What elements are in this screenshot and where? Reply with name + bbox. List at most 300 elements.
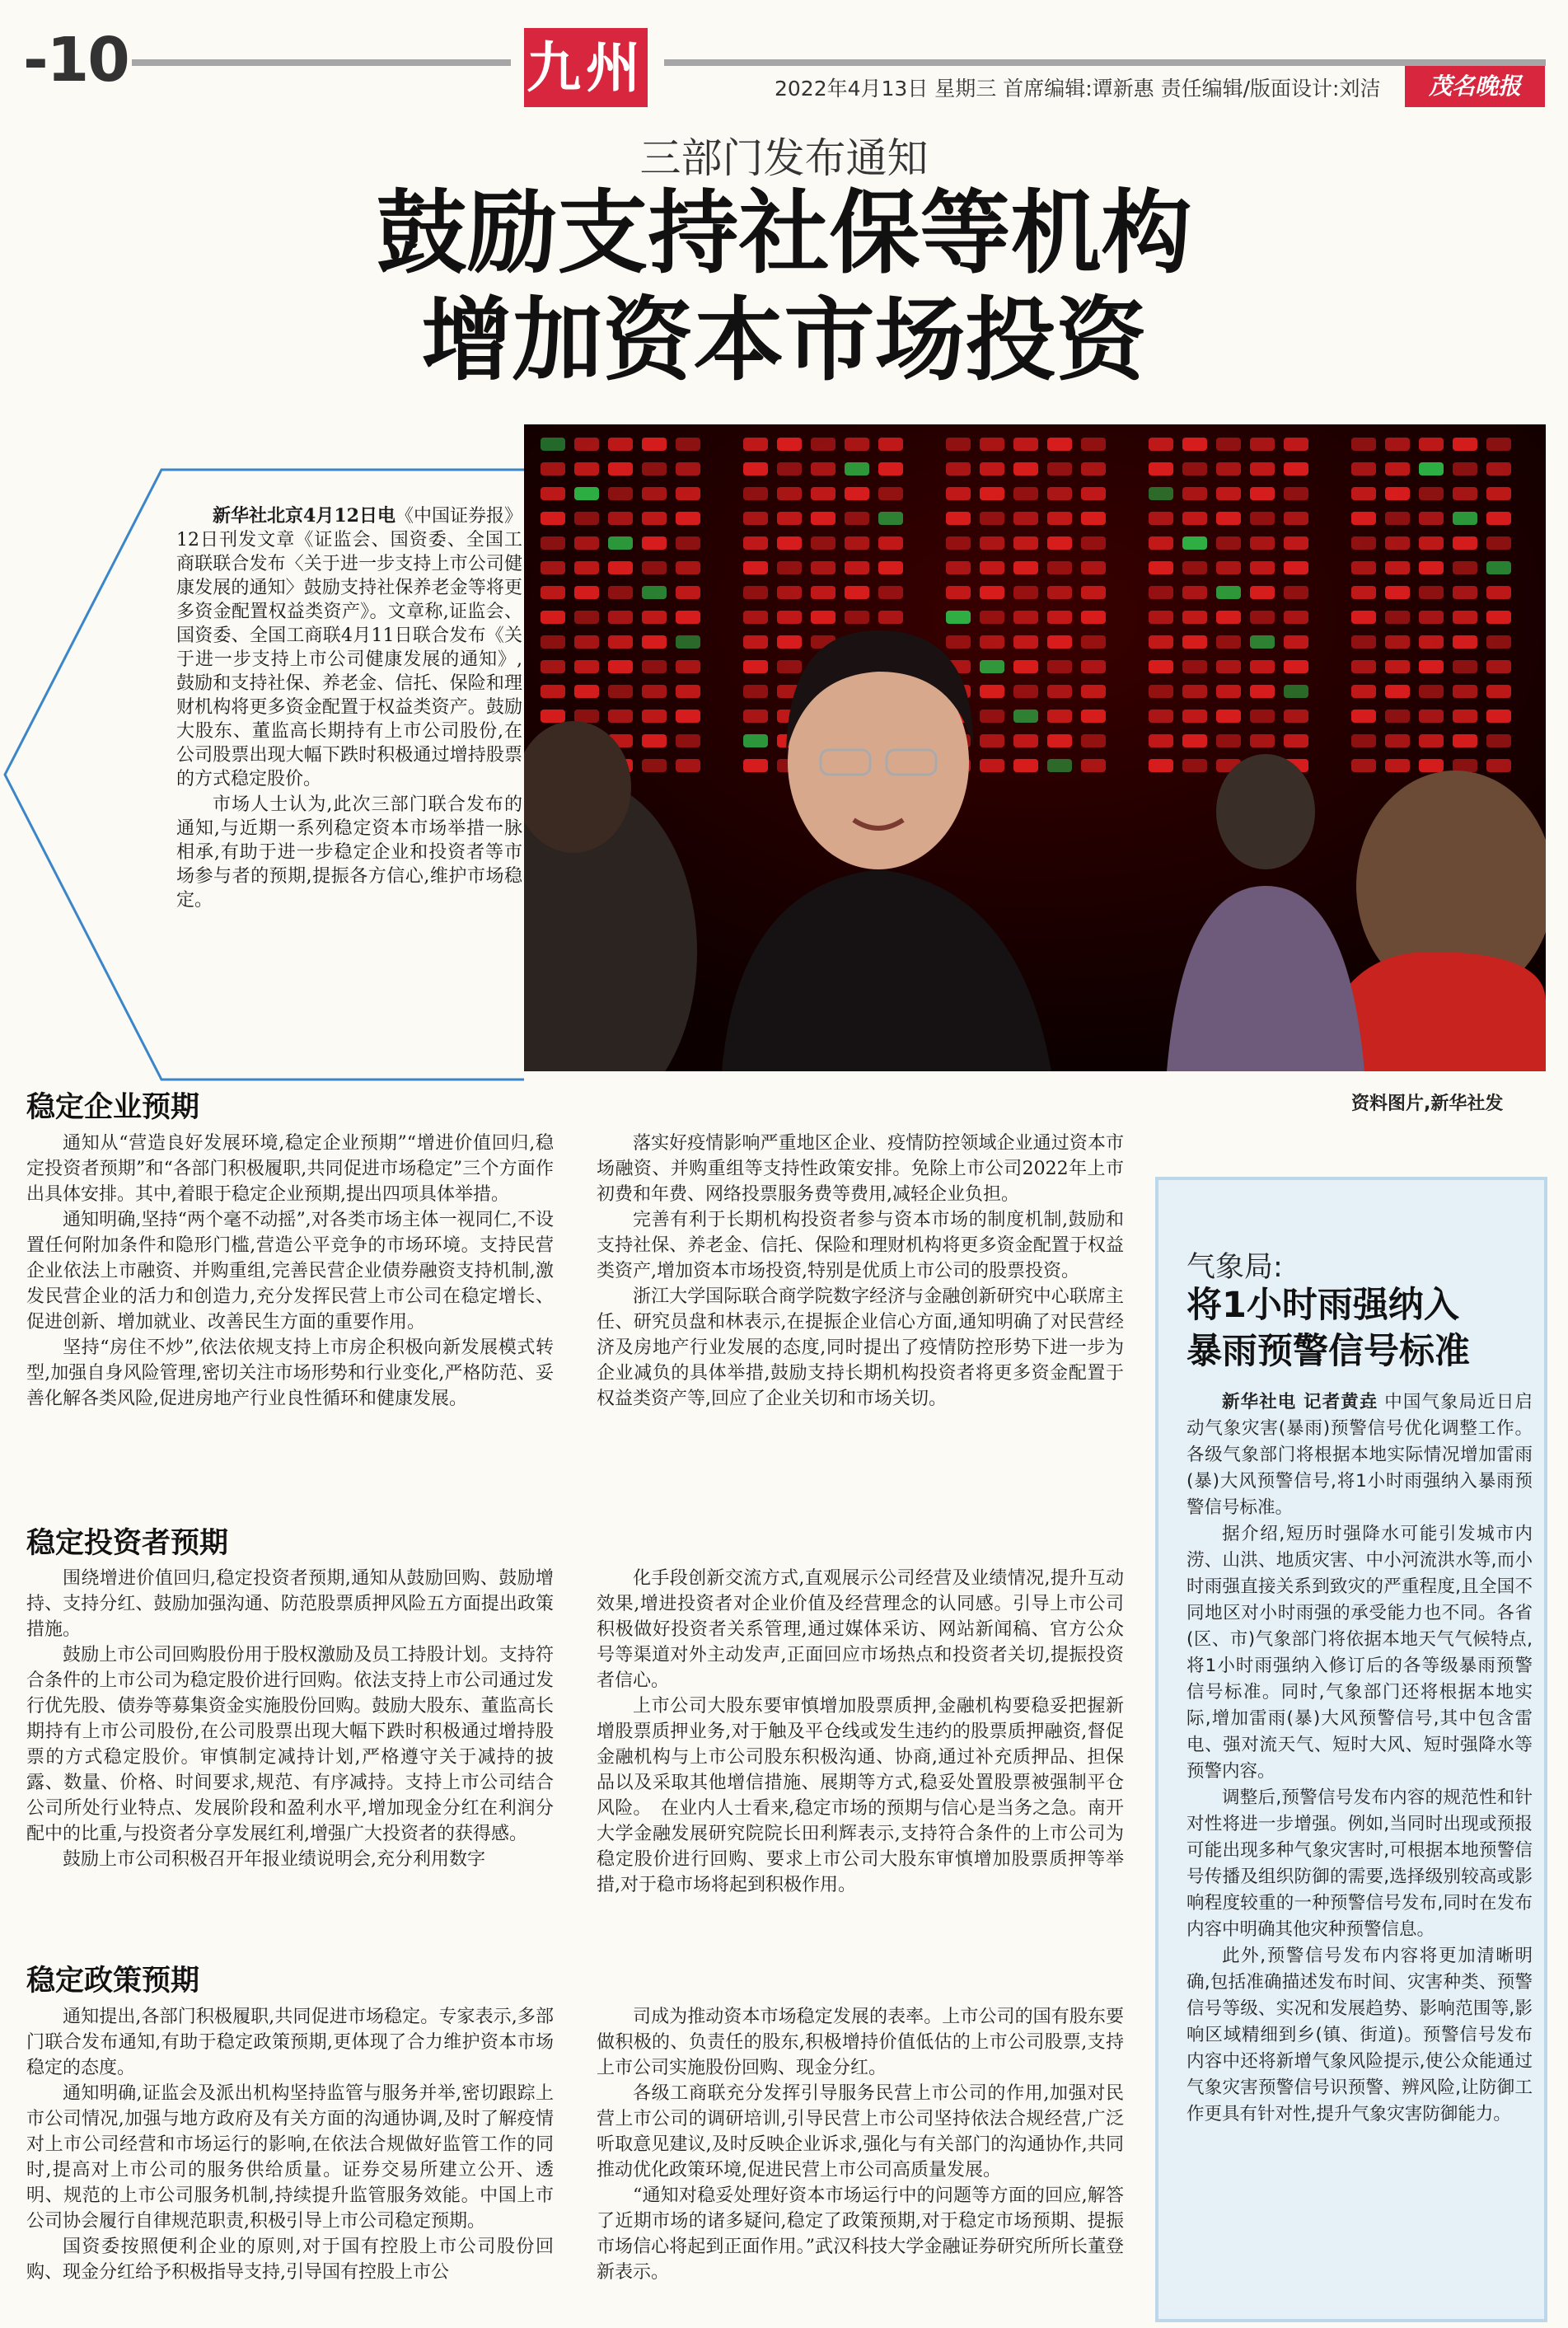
ticker-led bbox=[1047, 462, 1072, 475]
ticker-led bbox=[1419, 660, 1444, 673]
ticker-led bbox=[1149, 635, 1173, 649]
ticker-led bbox=[676, 487, 700, 500]
ticker-led bbox=[1216, 611, 1241, 624]
ticker-led bbox=[541, 487, 565, 500]
ticker-led bbox=[1419, 462, 1444, 475]
ticker-led bbox=[1216, 462, 1241, 475]
ticker-led bbox=[1013, 635, 1038, 649]
ticker-led bbox=[1385, 586, 1410, 599]
ticker-led bbox=[1013, 611, 1038, 624]
ticker-led bbox=[1081, 512, 1106, 525]
ticker-led bbox=[1419, 561, 1444, 574]
ticker-led bbox=[1149, 759, 1173, 772]
ticker-led bbox=[642, 561, 667, 574]
paragraph: 完善有利于长期机构投资者参与资本市场的制度机制,鼓励和支持社保、养老金、信托、保险和理财机构将更多资金配置于权益类资产,增加资本市场投资,特别是优质上市公司的股票投资。 bbox=[597, 1210, 1124, 1281]
ticker-led bbox=[1182, 734, 1207, 747]
ticker-led bbox=[676, 734, 700, 747]
ticker-led bbox=[1047, 660, 1072, 673]
ticker-led bbox=[1182, 611, 1207, 624]
ticker-led bbox=[980, 438, 1004, 451]
ticker-led bbox=[1385, 734, 1410, 747]
ticker-led bbox=[676, 611, 700, 624]
ticker-led bbox=[642, 586, 667, 599]
ticker-led bbox=[1419, 685, 1444, 698]
masthead-rule-left bbox=[132, 59, 511, 66]
ticker-led bbox=[1182, 462, 1207, 475]
ticker-led bbox=[676, 759, 700, 772]
paragraph: 通知提出,各部门积极履职,共同促进市场稳定。专家表示,多部门联合发布通知,有助于稳定政策预期,更体现了合力维护资本市场稳定的态度。 bbox=[26, 2007, 554, 2078]
ticker-led bbox=[777, 635, 802, 649]
ticker-led bbox=[1081, 536, 1106, 550]
ticker-led bbox=[1250, 635, 1275, 649]
ticker-led bbox=[1351, 438, 1376, 451]
ticker-led bbox=[946, 611, 971, 624]
paragraph: 坚持“房住不炒”,依法依规支持上市房企积极向新发展模式转型,加强自身风险管理,密切关注市场形势和行业变化,严格防范、妥善化解各类风险,促进房地产行业良性循环和健康发展。 bbox=[26, 1337, 554, 1409]
ticker-led bbox=[1013, 438, 1038, 451]
section-title-investor: 稳定投资者预期 bbox=[26, 1527, 229, 1560]
ticker-led bbox=[1385, 710, 1410, 723]
ticker-led bbox=[1182, 759, 1207, 772]
ticker-led bbox=[1047, 685, 1072, 698]
ticker-led bbox=[642, 635, 667, 649]
ticker-led bbox=[980, 734, 1004, 747]
ticker-led bbox=[1453, 536, 1477, 550]
headline bbox=[0, 180, 1568, 394]
ticker-led bbox=[1013, 462, 1038, 475]
ticker-led bbox=[1081, 611, 1106, 624]
ticker-led bbox=[1453, 561, 1477, 574]
ticker-led bbox=[1284, 438, 1308, 451]
ticker-led bbox=[1149, 586, 1173, 599]
ticker-led bbox=[541, 561, 565, 574]
ticker-led bbox=[574, 635, 599, 649]
ticker-led bbox=[1149, 512, 1173, 525]
ticker-led bbox=[980, 561, 1004, 574]
paragraph: 通知明确,坚持“两个毫不动摇”,对各类市场主体一视同仁,不设置任何附加条件和隐形门槛,营造公平竞争的市场环境。支持民营企业依法上市融资、并购重组,完善民营企业债券融资支持机制,激发民营企业的活力和创造力,充分发挥民营上市公司在稳定增长、促进创新、增加就业、改善民生方面的重要作用。 bbox=[26, 1210, 554, 1333]
ticker-led bbox=[1081, 734, 1106, 747]
ticker-led bbox=[642, 536, 667, 550]
ticker-led bbox=[1047, 536, 1072, 550]
ticker-led bbox=[608, 561, 633, 574]
ticker-led bbox=[1486, 536, 1511, 550]
ticker-led bbox=[1284, 487, 1308, 500]
section-2-right-column bbox=[597, 1566, 1124, 1898]
ticker-led bbox=[878, 512, 903, 525]
issue-info: 2022年4月13日 星期三 首席编辑:谭新惠 责任编辑/版面设计:刘洁 bbox=[775, 77, 1381, 101]
ticker-led bbox=[1453, 635, 1477, 649]
ticker-led bbox=[1486, 561, 1511, 574]
ticker-led bbox=[676, 561, 700, 574]
ticker-led bbox=[1047, 635, 1072, 649]
ticker-led bbox=[1047, 759, 1072, 772]
ticker-led bbox=[608, 660, 633, 673]
ticker-led bbox=[1250, 611, 1275, 624]
ticker-led bbox=[1385, 561, 1410, 574]
ticker-led bbox=[574, 685, 599, 698]
ticker-led bbox=[1453, 710, 1477, 723]
ticker-led bbox=[1081, 710, 1106, 723]
headline-kicker: 三部门发布通知 bbox=[639, 134, 929, 182]
ticker-led bbox=[1453, 660, 1477, 673]
ticker-led bbox=[642, 685, 667, 698]
ticker-led bbox=[608, 586, 633, 599]
ticker-led bbox=[574, 462, 599, 475]
ticker-led bbox=[541, 536, 565, 550]
ticker-led bbox=[1351, 611, 1376, 624]
paragraph: 鼓励上市公司积极召开年报业绩说明会,充分利用数字 bbox=[63, 1849, 485, 1870]
ticker-led bbox=[1216, 710, 1241, 723]
ticker-led bbox=[1250, 462, 1275, 475]
ticker-led bbox=[1250, 438, 1275, 451]
ticker-led bbox=[878, 561, 903, 574]
ticker-led bbox=[1182, 586, 1207, 599]
ticker-led bbox=[541, 635, 565, 649]
sidebar-title-line-1: 将1小时雨强纳入 bbox=[1187, 1285, 1459, 1326]
ticker-led bbox=[642, 660, 667, 673]
ticker-led bbox=[743, 759, 768, 772]
ticker-led bbox=[1216, 512, 1241, 525]
ticker-led bbox=[1047, 710, 1072, 723]
sidebar-byline: 新华社电 记者黄垚 bbox=[1222, 1392, 1378, 1412]
ticker-led bbox=[743, 685, 768, 698]
lede-text bbox=[176, 504, 522, 914]
paragraph: 上市公司大股东要审慎增加股票质押,金融机构要稳妥把握新增股票质押业务,对于触及平仓线或发生违约的股票质押融资,督促金融机构与上市公司股东积极沟通、协商,通过补充质押品、担保品以及采取其他增信措施、展期等方式,稳妥处置股票被强制平仓风险。 在业内人士看来,稳定市场的预期与信心是当务之急。南开大学金融发展研究院院长田利辉表示,支持符合条件的上市公司为稳定股价进行回购、要求上市公司大股东审慎增加股票质押等举措,对于稳市场将起到积极作用。 bbox=[597, 1696, 1124, 1895]
ticker-led bbox=[1284, 512, 1308, 525]
ticker-led bbox=[743, 462, 768, 475]
sidebar-paragraph: 据介绍,短历时强降水可能引发城市内涝、山洪、地质灾害、中小河流洪水等,而小时雨强直接关系到致灾的严重程度,且全国不同地区对小时雨强的承受能力也不同。各省(区、市)气象部门将依据本地天气气候特点,将1小时雨强纳入修订后的各等级暴雨预警信号标准。同时,气象部门还将根据本地实际,增加雷雨(暴)大风预警信号,其中包含雷电、强对流天气、短时大风、短时强降水等预警内容。 bbox=[1187, 1524, 1533, 1782]
ticker-led bbox=[878, 536, 903, 550]
ticker-led bbox=[608, 685, 633, 698]
ticker-led bbox=[1453, 759, 1477, 772]
ticker-led bbox=[743, 561, 768, 574]
ticker-led bbox=[1351, 462, 1376, 475]
ticker-led bbox=[1047, 586, 1072, 599]
ticker-led bbox=[980, 487, 1004, 500]
ticker-led bbox=[676, 685, 700, 698]
ticker-led bbox=[1351, 487, 1376, 500]
ticker-led bbox=[1149, 611, 1173, 624]
ticker-led bbox=[574, 660, 599, 673]
ticker-led bbox=[1419, 487, 1444, 500]
ticker-led bbox=[608, 635, 633, 649]
ticker-led bbox=[1351, 734, 1376, 747]
ticker-led bbox=[1182, 512, 1207, 525]
ticker-led bbox=[1013, 710, 1038, 723]
ticker-led bbox=[1149, 487, 1173, 500]
ticker-led bbox=[541, 710, 565, 723]
ticker-led bbox=[980, 536, 1004, 550]
ticker-led bbox=[743, 512, 768, 525]
ticker-led bbox=[541, 512, 565, 525]
ticker-led bbox=[1486, 710, 1511, 723]
ticker-led bbox=[980, 512, 1004, 525]
ticker-led bbox=[1081, 660, 1106, 673]
ticker-led bbox=[1182, 685, 1207, 698]
ticker-led bbox=[845, 462, 869, 475]
ticker-led bbox=[777, 512, 802, 525]
ticker-led bbox=[1081, 438, 1106, 451]
ticker-led bbox=[1182, 561, 1207, 574]
sidebar-paragraph: 新华社电 记者黄垚 中国气象局近日启动气象灾害(暴雨)预警信号优化调整工作。各级气象部门将根据本地实际情况增加雷雨(暴)大风预警信号,将1小时雨强纳入暴雨预警信号标准。 bbox=[1187, 1392, 1533, 1518]
ticker-led bbox=[1486, 685, 1511, 698]
ticker-led bbox=[1419, 512, 1444, 525]
ticker-led bbox=[1284, 611, 1308, 624]
ticker-led bbox=[777, 536, 802, 550]
ticker-led bbox=[642, 487, 667, 500]
ticker-led bbox=[1250, 561, 1275, 574]
ticker-led bbox=[608, 536, 633, 550]
ticker-led bbox=[1486, 512, 1511, 525]
ticker-led bbox=[1453, 586, 1477, 599]
ticker-led bbox=[574, 438, 599, 451]
paragraph: 通知从“营造良好发展环境,稳定企业预期”“增进价值回归,稳定投资者预期”和“各部门积极履职,共同促进市场稳定”三个方面作出具体安排。其中,着眼于稳定企业预期,提出四项具体举措。 bbox=[26, 1133, 554, 1205]
paragraph: 通知明确,证监会及派出机构坚持监管与服务并举,密切跟踪上市公司情况,加强与地方政府及有关方面的沟通协调,及时了解疫情对上市公司经营和市场运行的影响,在依法合规做好监管工作的同时,提高对上市公司的服务供给质量。证券交易所建立公开、透明、规范的上市公司服务机制,持续提升监管服务效能。中国上市公司协会履行自律规范职责,积极引导上市公司稳定预期。 bbox=[26, 2083, 554, 2232]
ticker-led bbox=[1081, 759, 1106, 772]
ticker-led bbox=[1453, 438, 1477, 451]
ticker-led bbox=[1284, 536, 1308, 550]
ticker-led bbox=[743, 660, 768, 673]
masthead-rule-right bbox=[664, 59, 1546, 66]
ticker-led bbox=[743, 710, 768, 723]
ticker-led bbox=[1149, 734, 1173, 747]
ticker-led bbox=[1149, 561, 1173, 574]
ticker-led bbox=[811, 512, 835, 525]
ticker-led bbox=[1013, 759, 1038, 772]
ticker-led bbox=[1453, 611, 1477, 624]
ticker-led bbox=[676, 710, 700, 723]
lede-paragraph-1: 新华社北京4月12日电《中国证券报》12日刊发文章《证监会、国资委、全国工商联联合发布〈关于进一步支持上市公司健康发展的通知〉鼓励支持社保养老金等将更多资金配置权益类资产》。文章称,证监会、国资委、全国工商联4月11日联合发布《关于进一步支持上市公司健康发展的通知》,鼓励和支持社保、养老金、信托、保险和理财机构将更多资金配置于权益类资产。鼓励大股东、董监高长期持有上市公司股份,在公司股票出现大幅下跌时积极通过增持股票的方式稳定股价。 bbox=[176, 505, 522, 789]
ticker-led bbox=[1047, 734, 1072, 747]
ticker-led bbox=[1216, 685, 1241, 698]
ticker-led bbox=[1081, 685, 1106, 698]
ticker-led bbox=[777, 487, 802, 500]
ticker-led bbox=[1081, 586, 1106, 599]
ticker-led bbox=[777, 611, 802, 624]
photo-credit: 资料图片,新华社发 bbox=[1351, 1094, 1504, 1114]
paragraph: 鼓励上市公司回购股份用于股权激励及员工持股计划。支持符合条件的上市公司为稳定股价进行回购。依法支持上市公司通过发行优先股、债券等募集资金实施股份回购。鼓励大股东、董监高长期持有上市公司股份,在公司股票出现大幅下跌时积极通过增持股票的方式稳定股价。审慎制定减持计划,严格遵守关于减持的披露、数量、价格、时间要求,规范、有序减持。支持上市公司结合公司所处行业特点、发展阶段和盈利水平,增加现金分红在利润分配中的比重,与投资者分享发展红利,增强广大投资者的获得感。 bbox=[26, 1645, 554, 1844]
ticker-led bbox=[1149, 536, 1173, 550]
ticker-led bbox=[980, 759, 1004, 772]
ticker-led bbox=[1284, 685, 1308, 698]
ticker-led bbox=[1047, 512, 1072, 525]
ticker-led bbox=[1385, 512, 1410, 525]
paragraph: 司成为推动资本市场稳定发展的表率。上市公司的国有股东要做积极的、负责任的股东,积极增持价值低估的上市公司股票,支持上市公司实施股份回购、现金分红。 bbox=[597, 2007, 1124, 2078]
ticker-led bbox=[676, 660, 700, 673]
ticker-led bbox=[1047, 561, 1072, 574]
ticker-led bbox=[1182, 710, 1207, 723]
ticker-led bbox=[608, 487, 633, 500]
section-1-left-column bbox=[26, 1131, 554, 1412]
paragraph: 化手段创新交流方式,直观展示公司经营及业绩情况,提升互动效果,增进投资者对企业价值及经营理念的认同感。引导上市公司积极做好投资者关系管理,通过媒体采访、网站新闻稿、官方公众号等渠道对外主动发声,正面回应市场热点和投资者关切,提振投资者信心。 bbox=[597, 1568, 1124, 1691]
ticker-led bbox=[811, 561, 835, 574]
ticker-led bbox=[743, 438, 768, 451]
ticker-led bbox=[878, 611, 903, 624]
ticker-led bbox=[642, 710, 667, 723]
ticker-led bbox=[541, 660, 565, 673]
ticker-led bbox=[1419, 438, 1444, 451]
paragraph: 浙江大学国际联合商学院数字经济与金融创新研究中心联席主任、研究员盘和林表示,在提振企业信心方面,通知明确了对民营经济及房地产行业发展的态度,同时提出了疫情防控形势下进一步为企业减负的具体举措,鼓励支持长期机构投资者将更多资金配置于权益类资产等,回应了企业关切和市场关切。 bbox=[597, 1286, 1124, 1409]
ticker-led bbox=[1385, 487, 1410, 500]
ticker-led bbox=[1013, 487, 1038, 500]
ticker-led bbox=[1486, 660, 1511, 673]
ticker-led bbox=[1453, 487, 1477, 500]
ticker-led bbox=[1351, 660, 1376, 673]
ticker-led bbox=[1486, 759, 1511, 772]
sidebar-body bbox=[1187, 1389, 1533, 2128]
ticker-led bbox=[946, 635, 971, 649]
ticker-led bbox=[1216, 536, 1241, 550]
ticker-led bbox=[777, 561, 802, 574]
ticker-led bbox=[1284, 586, 1308, 599]
ticker-led bbox=[1453, 734, 1477, 747]
paragraph: 围绕增进价值回归,稳定投资者预期,通知从鼓励回购、鼓励增持、支持分红、鼓励加强沟通、防范股票质押风险五方面提出政策措施。 bbox=[26, 1568, 554, 1640]
sidebar-title-line-2: 暴雨预警信号标准 bbox=[1187, 1331, 1470, 1372]
paragraph: 国资委按照便利企业的原则,对于国有控股上市公司股份回购、现金分红给予积极指导支持,引导国有控股上市公 bbox=[26, 2237, 554, 2283]
ticker-led bbox=[743, 536, 768, 550]
ticker-led bbox=[1182, 660, 1207, 673]
ticker-led bbox=[1081, 561, 1106, 574]
ticker-led bbox=[811, 438, 835, 451]
ticker-led bbox=[1250, 660, 1275, 673]
ticker-led bbox=[777, 462, 802, 475]
ticker-led bbox=[1047, 611, 1072, 624]
ticker-led bbox=[1385, 685, 1410, 698]
paper-logo: 茂名晚报 bbox=[1405, 66, 1545, 107]
ticker-led bbox=[608, 512, 633, 525]
ticker-led bbox=[1284, 462, 1308, 475]
ticker-led bbox=[811, 487, 835, 500]
headline-line-2: 增加资本市场投资 bbox=[421, 288, 1147, 393]
section-3-left-column bbox=[26, 2004, 554, 2285]
ticker-led bbox=[1216, 660, 1241, 673]
ticker-led bbox=[574, 611, 599, 624]
ticker-led bbox=[1284, 635, 1308, 649]
ticker-led bbox=[777, 438, 802, 451]
ticker-led bbox=[845, 512, 869, 525]
ticker-led bbox=[574, 561, 599, 574]
ticker-led bbox=[1486, 586, 1511, 599]
ticker-led bbox=[1216, 561, 1241, 574]
ticker-led bbox=[1419, 710, 1444, 723]
ticker-led bbox=[980, 586, 1004, 599]
ticker-led bbox=[845, 536, 869, 550]
ticker-led bbox=[676, 438, 700, 451]
ticker-led bbox=[811, 536, 835, 550]
ticker-led bbox=[676, 536, 700, 550]
ticker-led bbox=[1250, 710, 1275, 723]
ticker-led bbox=[676, 635, 700, 649]
ticker-led bbox=[980, 660, 1004, 673]
section-2-left-column bbox=[26, 1566, 554, 1872]
ticker-led bbox=[541, 685, 565, 698]
ticker-led bbox=[1013, 734, 1038, 747]
ticker-led bbox=[1486, 734, 1511, 747]
paragraph: “通知对稳妥处理好资本市场运行中的问题等方面的回应,解答了近期市场的诸多疑问,稳定了政策预期,对于稳定市场预期、提振市场信心将起到正面作用。”武汉科技大学金融证券研究所所长董登新表示。 bbox=[597, 2185, 1124, 2283]
ticker-led bbox=[1351, 635, 1376, 649]
ticker-led bbox=[1149, 660, 1173, 673]
sidebar-kicker: 气象局: bbox=[1187, 1251, 1283, 1284]
ticker-led bbox=[1284, 710, 1308, 723]
section-3-right-column bbox=[597, 2004, 1124, 2285]
ticker-led bbox=[1149, 438, 1173, 451]
ticker-led bbox=[1351, 536, 1376, 550]
ticker-led bbox=[946, 487, 971, 500]
ticker-led bbox=[1149, 710, 1173, 723]
ticker-led bbox=[845, 561, 869, 574]
sidebar-title bbox=[1187, 1282, 1533, 1375]
ticker-led bbox=[1013, 512, 1038, 525]
ticker-led bbox=[1250, 586, 1275, 599]
ticker-led bbox=[743, 611, 768, 624]
ticker-led bbox=[1216, 438, 1241, 451]
ticker-led bbox=[1149, 462, 1173, 475]
ticker-led bbox=[642, 512, 667, 525]
ticker-led bbox=[574, 512, 599, 525]
ticker-led bbox=[676, 586, 700, 599]
ticker-led bbox=[1385, 438, 1410, 451]
ticker-led bbox=[574, 586, 599, 599]
ticker-led bbox=[608, 710, 633, 723]
ticker-led bbox=[980, 685, 1004, 698]
paragraph: 各级工商联充分发挥引导服务民营上市公司的作用,加强对民营上市公司的调研培训,引导民营上市公司坚持依法合规经营,广泛听取意见建议,及时反映企业诉求,强化与有关部门的沟通协作,共同推动优化政策环境,促进民营上市公司高质量发展。 bbox=[597, 2083, 1124, 2180]
ticker-led bbox=[541, 438, 565, 451]
headline-line-1: 鼓励支持社保等机构 bbox=[376, 180, 1192, 286]
ticker-led bbox=[676, 512, 700, 525]
ticker-led bbox=[980, 635, 1004, 649]
ticker-led bbox=[811, 586, 835, 599]
ticker-led bbox=[1486, 462, 1511, 475]
ticker-led bbox=[1216, 586, 1241, 599]
ticker-led bbox=[642, 462, 667, 475]
ticker-led bbox=[946, 561, 971, 574]
ticker-led bbox=[1385, 635, 1410, 649]
paragraph: 落实好疫情影响严重地区企业、疫情防控领域企业通过资本市场融资、并购重组等支持性政策安排。免除上市公司2022年上市初费和年费、网络投票服务费等费用,减轻企业负担。 bbox=[597, 1133, 1124, 1205]
ticker-led bbox=[1047, 487, 1072, 500]
ticker-led bbox=[946, 438, 971, 451]
ticker-led bbox=[1351, 710, 1376, 723]
ticker-led bbox=[1351, 685, 1376, 698]
page-number: -10 bbox=[23, 25, 129, 96]
ticker-led bbox=[676, 462, 700, 475]
ticker-led bbox=[1453, 512, 1477, 525]
ticker-led bbox=[1013, 685, 1038, 698]
ticker-led bbox=[1419, 759, 1444, 772]
ticker-led bbox=[1013, 561, 1038, 574]
ticker-led bbox=[1013, 660, 1038, 673]
section-title-enterprise: 稳定企业预期 bbox=[26, 1091, 200, 1124]
ticker-led bbox=[878, 438, 903, 451]
ticker-led bbox=[608, 611, 633, 624]
ticker-led bbox=[946, 536, 971, 550]
ticker-led bbox=[980, 611, 1004, 624]
ticker-led bbox=[1284, 561, 1308, 574]
ticker-led bbox=[980, 462, 1004, 475]
ticker-led bbox=[946, 462, 971, 475]
ticker-led bbox=[1486, 487, 1511, 500]
ticker-led bbox=[878, 462, 903, 475]
stock-market-photo bbox=[524, 424, 1546, 1071]
lede-paragraph-2: 市场人士认为,此次三部门联合发布的通知,与近期一系列稳定资本市场举措一脉相承,有助于进一步稳定企业和投资者等市场参与者的预期,提振各方信心,维护市场稳定。 bbox=[176, 794, 522, 911]
ticker-led bbox=[1419, 635, 1444, 649]
ticker-led bbox=[743, 487, 768, 500]
ticker-led bbox=[1047, 438, 1072, 451]
ticker-led bbox=[743, 635, 768, 649]
ticker-led bbox=[1351, 561, 1376, 574]
ticker-led bbox=[1081, 462, 1106, 475]
ticker-led bbox=[946, 512, 971, 525]
ticker-led bbox=[1182, 438, 1207, 451]
ticker-led bbox=[608, 462, 633, 475]
